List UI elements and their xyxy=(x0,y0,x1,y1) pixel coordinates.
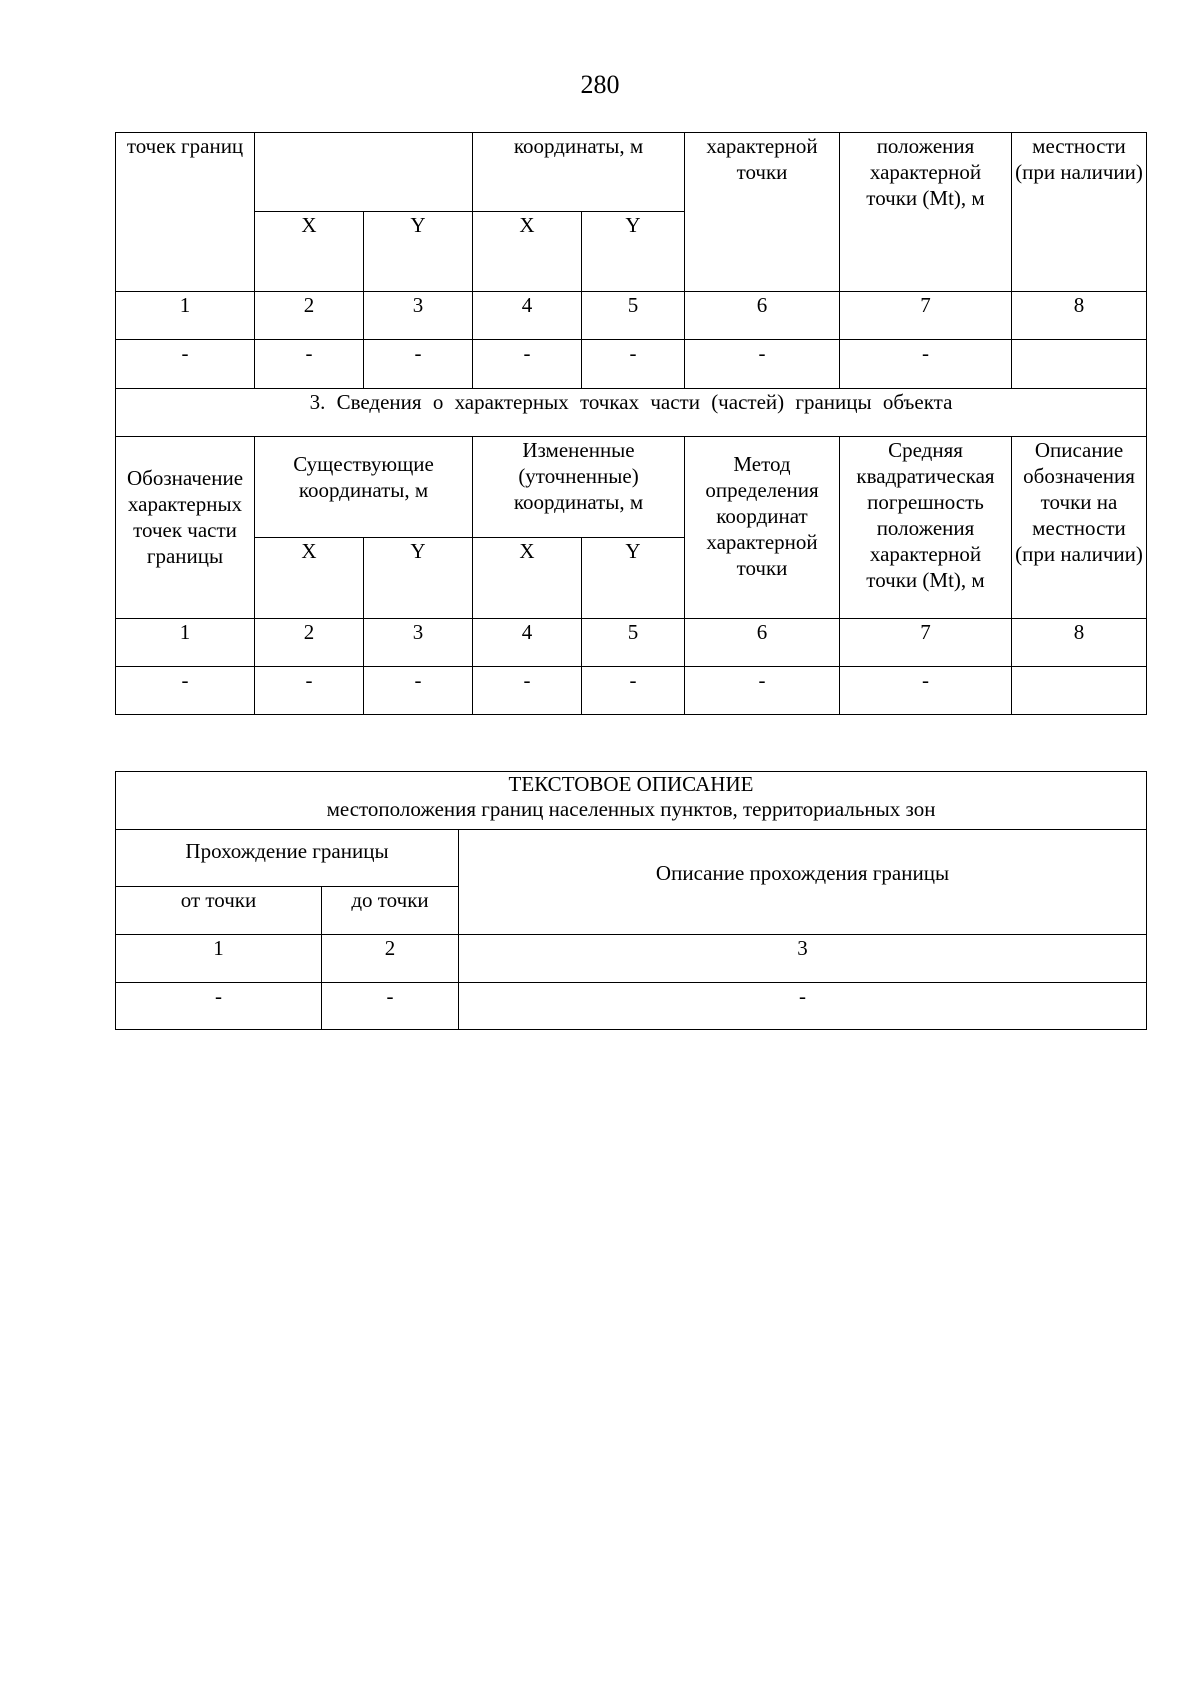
section2-number-cell: 2 xyxy=(255,292,364,340)
section2-existing-header xyxy=(255,133,473,212)
text-description-table xyxy=(115,771,1147,1030)
passage-header-row xyxy=(116,830,1147,887)
section3-data-cell xyxy=(1012,667,1147,715)
section2-y2-header: Y xyxy=(582,212,685,292)
section2-description-header: местности (при наличии) xyxy=(1012,133,1147,292)
section2-x1-header: X xyxy=(255,212,364,292)
section3-number-cell: 5 xyxy=(582,619,685,667)
section3-data-cell: - xyxy=(582,667,685,715)
section3-data-cell: - xyxy=(116,667,255,715)
section2-col1-header: точек границ xyxy=(116,133,255,292)
section3-col1-header: Обозначение характерных точек части границы xyxy=(116,437,255,619)
section3-header-row xyxy=(116,437,1147,538)
section3-data-row xyxy=(116,667,1147,715)
section3-y2-header: Y xyxy=(582,538,685,619)
section2-number-cell: 8 xyxy=(1012,292,1147,340)
text-description-title-cell xyxy=(116,772,1147,830)
text-description-data-cell: - xyxy=(322,983,459,1030)
section3-number-cell: 8 xyxy=(1012,619,1147,667)
section3-title-row xyxy=(116,389,1147,437)
text-description-number-cell: 3 xyxy=(459,935,1147,983)
section3-title: 3. Сведения о характерных точках части (частей) границы объекта xyxy=(116,389,1147,437)
passage-header: Прохождение границы xyxy=(116,830,459,887)
coordinates-table xyxy=(115,132,1147,715)
section3-x1-header: X xyxy=(255,538,364,619)
section3-x2-header: X xyxy=(473,538,582,619)
section2-changed-header: координаты, м xyxy=(473,133,685,212)
section3-number-cell: 4 xyxy=(473,619,582,667)
text-description-data-cell: - xyxy=(459,983,1147,1030)
description-header: Описание прохождения границы xyxy=(459,830,1147,935)
section2-data-cell: - xyxy=(685,340,840,389)
page-number: 280 xyxy=(580,70,620,99)
section2-number-cell: 6 xyxy=(685,292,840,340)
section2-data-row xyxy=(116,340,1147,389)
section2-number-cell: 3 xyxy=(364,292,473,340)
section3-data-cell: - xyxy=(255,667,364,715)
section3-y1-header: Y xyxy=(364,538,473,619)
section2-data-cell: - xyxy=(255,340,364,389)
text-description-data-cell: - xyxy=(116,983,322,1030)
section2-data-cell: - xyxy=(116,340,255,389)
section2-number-cell: 7 xyxy=(840,292,1012,340)
section3-number-cell: 1 xyxy=(116,619,255,667)
section2-number-cell: 4 xyxy=(473,292,582,340)
text-description-data-row xyxy=(116,983,1147,1030)
section3-error-header: Средняя квадратическая погрешность положения характерной точки (Mt), м xyxy=(840,437,1012,619)
section3-number-cell: 6 xyxy=(685,619,840,667)
section3-number-cell: 7 xyxy=(840,619,1012,667)
section2-method-header: характерной точки xyxy=(685,133,840,292)
section2-data-cell: - xyxy=(364,340,473,389)
section3-data-cell: - xyxy=(364,667,473,715)
text-description-title-row xyxy=(116,772,1147,830)
text-description-number-cell: 2 xyxy=(322,935,459,983)
section2-number-cell: 5 xyxy=(582,292,685,340)
section2-header-row xyxy=(116,133,1147,212)
section2-data-cell xyxy=(1012,340,1147,389)
section3-number-row xyxy=(116,619,1147,667)
section3-number-cell: 3 xyxy=(364,619,473,667)
section3-data-cell: - xyxy=(685,667,840,715)
section3-number-cell: 2 xyxy=(255,619,364,667)
section2-error-header: положения характерной точки (Mt), м xyxy=(840,133,1012,292)
section3-description-header: Описание обозначения точки на местности (при наличии) xyxy=(1012,437,1147,619)
section3-data-cell: - xyxy=(840,667,1012,715)
section2-x2-header: X xyxy=(473,212,582,292)
to-point-header: до точки xyxy=(322,887,459,935)
section3-data-cell: - xyxy=(473,667,582,715)
section2-y1-header: Y xyxy=(364,212,473,292)
from-point-header: от точки xyxy=(116,887,322,935)
text-description-number-row xyxy=(116,935,1147,983)
section2-number-row xyxy=(116,292,1147,340)
section2-data-cell: - xyxy=(840,340,1012,389)
section2-data-cell: - xyxy=(582,340,685,389)
section3-changed-header: Измененные (уточненные) координаты, м xyxy=(473,437,685,538)
text-description-number-cell: 1 xyxy=(116,935,322,983)
text-description-subtitle: местоположения границ населенных пунктов, территориальных зон xyxy=(326,797,936,821)
section3-method-header: Метод определения координат характерной точки xyxy=(685,437,840,619)
section2-data-cell: - xyxy=(473,340,582,389)
text-description-title: ТЕКСТОВОЕ ОПИСАНИЕ xyxy=(508,772,754,796)
section2-number-cell: 1 xyxy=(116,292,255,340)
section3-existing-header: Существующие координаты, м xyxy=(255,437,473,538)
